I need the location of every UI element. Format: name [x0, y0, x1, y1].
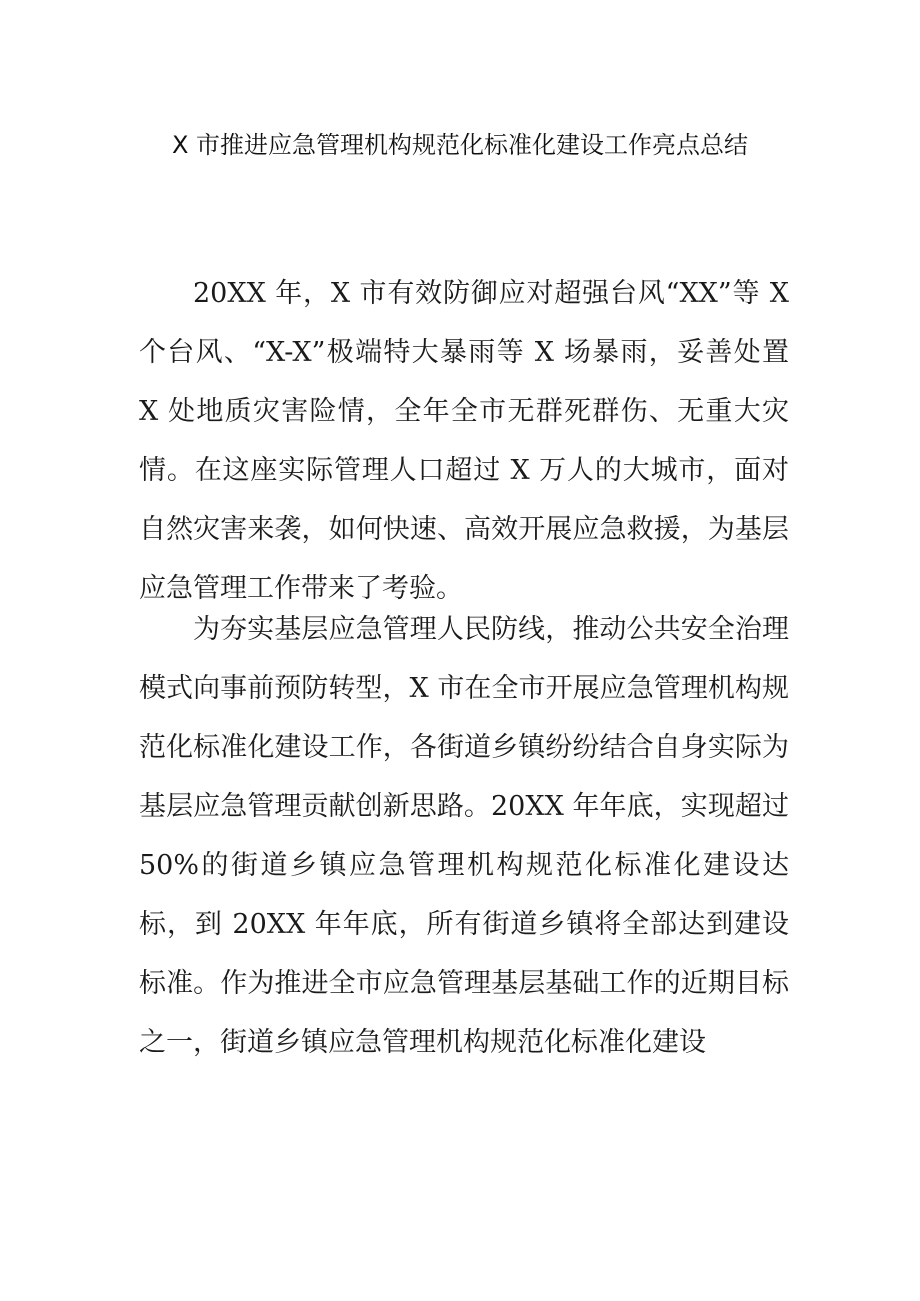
paragraph-1: 20XX 年，X 市有效防御应对超强台风“XX”等 X 个台风、“X-X”极端特大暴雨等 X 场暴雨，妥善处置 X 处地质灾害险情，全年全市无群死群伤、无重大灾情。在这座实际管理人口超过 X 万人的大城市，面对自然灾害来袭，如何快速、高效开展应急救援，为基层应急管理工作带来了考验。 [139, 278, 789, 604]
document-title: X 市推进应急管理机构规范化标准化建设工作亮点总结 [171, 131, 749, 159]
paragraph-2: 为夯实基层应急管理人民防线，推动公共安全治理模式向事前预防转型，X 市在全市开展应急管理机构规范化标准化建设工作，各街道乡镇纷纷结合自身实际为基层应急管理贡献创新思路。20XX 年年底，实现超过 50%的街道乡镇应急管理机构规范化标准化建设达标，到 20XX 年年底，所有街道乡镇将全部达到建设标准。作为推进全市应急管理基层基础工作的近期目标之一，街道乡镇应急管理机构规范化标准化建设 [139, 614, 789, 1058]
